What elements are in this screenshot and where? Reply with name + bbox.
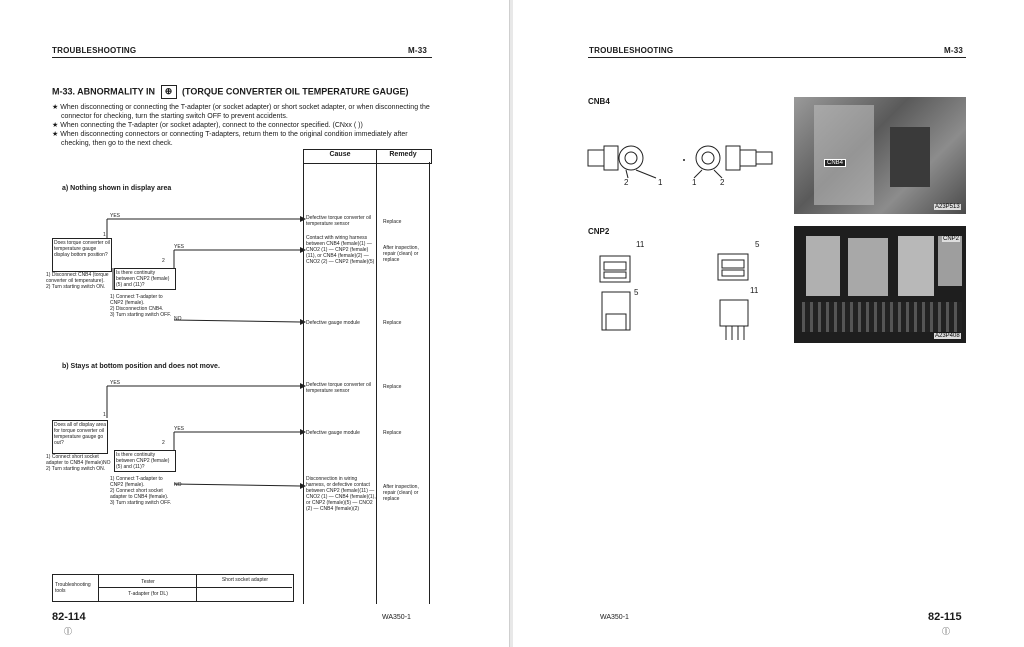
pin-label: 11 xyxy=(636,240,645,249)
pin-label: 1 xyxy=(692,178,697,187)
step-number: 1 xyxy=(103,412,106,418)
decision-steps-a2: 1) Connect T-adapter to CNP2 (female). 2) Disconnection CNB4. 3) Turn starting switch OFF. xyxy=(110,294,172,318)
cause-cell: Contact with wiring harness between CNB4 (female)(1) — CNO2 (1) — CNP2 (female)(11), or CNB4 (female)(2) — CNO2 (2) — CNP2 (female)(5) xyxy=(306,235,375,265)
yes-label: YES xyxy=(174,244,185,250)
note-item: ★ When connecting the T-adapter (or socket adapter), connect to the connector specified. (CNxx ( )) xyxy=(52,122,363,129)
title-suffix: (TORQUE CONVERTER OIL TEMPERATURE GAUGE) xyxy=(182,86,409,97)
flow-line xyxy=(174,484,300,486)
step-number: 1 xyxy=(103,232,106,238)
cnp2-connector-diagram xyxy=(596,244,776,344)
remedy-cell: After inspection, repair (clean) or replace xyxy=(383,484,419,502)
yes-label: YES xyxy=(110,213,121,219)
decision-box-b2: Is there continuity between CNP2 (female)(5) and (11)? xyxy=(114,450,176,472)
edition-mark-icon: ⓛ xyxy=(64,627,72,636)
yes-label: YES xyxy=(110,380,121,386)
photo-wires xyxy=(802,302,962,332)
connector-body xyxy=(588,150,604,166)
photo-detail xyxy=(814,105,874,205)
connector-pin xyxy=(702,152,714,164)
tools-label: Troubleshooting tools xyxy=(55,582,91,594)
remedy-header: Remedy xyxy=(389,151,417,158)
remedy-cell: Replace xyxy=(383,320,402,326)
pin-label: 2 xyxy=(720,178,725,187)
remedy-cell: Replace xyxy=(383,219,402,225)
cnb4-label: CNB4 xyxy=(588,97,610,106)
cause-cell: Defective torque converter oil temperature sensor xyxy=(306,215,372,227)
no-label: NO xyxy=(174,316,182,322)
pin-row xyxy=(722,270,744,276)
page-gutter xyxy=(509,0,513,647)
note-item: ★ When disconnecting or connecting the T-adapter (or socket adapter) or short socket adapter, or when disconnecting the connector for checking, turn the starting switch OFF to prevent accidents. xyxy=(52,104,430,120)
decision-steps-b2: 1) Connect T-adapter to CNP2 (female). 2) Connect short socket adapter to CNB4 (female). 3) Turn starting switch OFF. xyxy=(110,476,172,506)
connector-body xyxy=(740,150,756,166)
photo-detail xyxy=(806,236,840,296)
pin-row xyxy=(604,272,626,278)
connector-body xyxy=(726,146,740,170)
right-section-code: M-33 xyxy=(944,46,964,55)
cause-cell: Defective torque converter oil temperature sensor xyxy=(306,382,372,394)
right-header-rule xyxy=(588,57,966,58)
left-model: WA350-1 xyxy=(382,614,411,621)
decision-box-b1: Does all of display area for torque converter oil temperature gauge go out? xyxy=(52,420,108,454)
pin-label: 5 xyxy=(634,288,639,297)
tools-row-tadapter: T-adapter (for DL) xyxy=(128,591,168,597)
decision-box-a2: Is there continuity between CNP2 (female)(5) and (11)? xyxy=(114,268,176,290)
section-a-title: a) Nothing shown in display area xyxy=(62,185,172,192)
cause-header: Cause xyxy=(329,151,351,158)
flow-line xyxy=(174,320,300,322)
remedy-cell: After inspection, repair (clean) or replace xyxy=(383,245,419,263)
left-header: TROUBLESHOOTING xyxy=(52,46,137,55)
tools-row-divider xyxy=(98,587,292,588)
no-label: NO xyxy=(174,482,182,488)
cause-cell: Defective gauge module xyxy=(306,320,360,326)
photo-detail xyxy=(848,238,888,296)
tools-col-tester: Tester xyxy=(141,579,155,585)
cnp2-label: CNP2 xyxy=(588,227,610,236)
flowchart-lines xyxy=(0,0,510,647)
photo-detail xyxy=(898,236,934,296)
note-item: ★ When disconnecting connectors or connecting T-adapters, return them to the original condition immediately after checking, then go to the next check. xyxy=(52,131,408,147)
photo-detail xyxy=(938,236,962,286)
remedy-cell: Replace xyxy=(383,430,402,436)
left-section-code: M-33 xyxy=(408,46,428,55)
left-page-number: 82-114 xyxy=(52,611,86,623)
pin-row xyxy=(722,260,744,268)
pin-row xyxy=(604,262,626,270)
photo-detail xyxy=(890,127,930,187)
gauge-symbol-icon: ⊕ xyxy=(161,85,177,99)
decision-box-a1: Does torque converter oil temperature gauge display bottom position? xyxy=(52,238,112,272)
photo-code: A23P513 xyxy=(935,204,960,210)
connector-body xyxy=(756,152,772,164)
yes-label: YES xyxy=(174,426,185,432)
title-prefix: M-33. ABNORMALITY IN xyxy=(52,86,156,97)
pin-label: 11 xyxy=(750,286,759,295)
connector-body xyxy=(720,300,748,326)
right-header: TROUBLESHOOTING xyxy=(589,46,674,55)
edition-mark-icon: ⓛ xyxy=(942,627,950,636)
pin-label: 1 xyxy=(658,178,663,187)
decision-steps-a1: 1) Disconnect CNB4 (torque converter oil temperature). 2) Turn starting switch ON. xyxy=(46,272,109,290)
connector-body xyxy=(606,314,626,330)
step-number: 2 xyxy=(162,440,165,446)
photo-tag: CNB4 xyxy=(824,159,846,167)
cause-cell: Defective gauge module xyxy=(306,430,360,436)
right-page-number: 82-115 xyxy=(928,611,962,623)
section-b-title: b) Stays at bottom position and does not move. xyxy=(62,363,220,370)
connector-face xyxy=(696,146,720,170)
photo-tag: CNP2 xyxy=(943,236,960,242)
pin-label: 5 xyxy=(755,240,760,249)
pin-label: 2 xyxy=(624,178,629,187)
cause-cell: Disconnection in wiring harness, or defective contact between CNP2 (female)(11) — CNO2 (1) — CNB4 (female)(1), or CNP2 (female)(5) — CNO2 (2) — CNB4 (female)(2) xyxy=(306,476,376,512)
connector-face xyxy=(619,146,643,170)
cnb4-connector-diagram xyxy=(586,130,786,190)
photo-code: A23P408 xyxy=(935,333,960,339)
right-model: WA350-1 xyxy=(600,614,629,621)
no-label: NO xyxy=(103,460,111,466)
decision-steps-b1: 1) Connect short socket adapter to CNB4 (female). 2) Turn starting switch ON. xyxy=(46,454,106,472)
remedy-cell: Replace xyxy=(383,384,402,390)
cnp2-photo xyxy=(794,226,966,343)
connector-pin xyxy=(625,152,637,164)
connector-body xyxy=(604,146,618,170)
step-number: 2 xyxy=(162,258,165,264)
cnb4-photo xyxy=(794,97,966,214)
tools-col-adapter: Short socket adapter xyxy=(221,577,269,583)
